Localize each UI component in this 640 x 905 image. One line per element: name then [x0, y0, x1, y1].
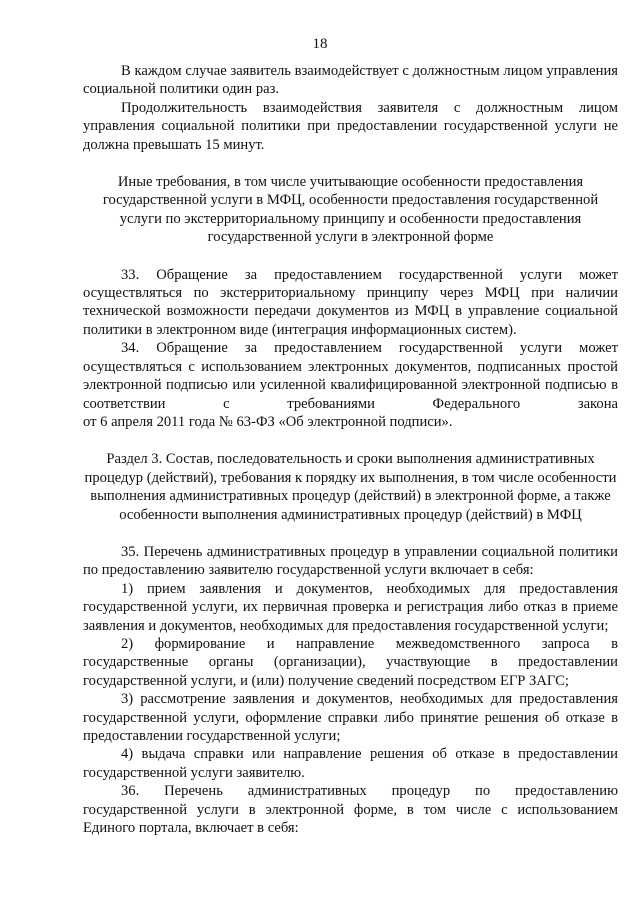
- paragraph-interaction-duration: Продолжительность взаимодействия заявителя с должностным лицом управления социальной политики при предоставлении государственной услуги не должна превышать 15 минут.: [83, 99, 618, 153]
- item-34: 34. Обращение за предоставлением государственной услуги может осуществляться с использованием электронных документов, подписанных простой электронной подписью или усиленной квалифицированной электронной подписью в соответствии с требованиями Федерального закона: [83, 340, 618, 412]
- item-35-3: 3) рассмотрение заявления и документов, необходимых для предоставления государственной услуги, оформление справки либо принятие решения об отказе в предоставлении государственной услуги;: [83, 691, 618, 744]
- paragraph-interaction-count: В каждом случае заявитель взаимодействует с должностным лицом управления социальной политики один раз.: [83, 63, 618, 98]
- item-34-continuation: от 6 апреля 2011 года № 63-ФЗ «Об электронной подписи».: [83, 413, 453, 430]
- item-33: 33. Обращение за предоставлением государственной услуги может осуществляться по экстерриториальному принципу через МФЦ при наличии технической возможности передачи документов из МФЦ в управление социальной политики в электронном виде (интеграция информационных систем).: [83, 266, 618, 338]
- item-35: 35. Перечень административных процедур в управлении социальной политики по предоставлению заявителю государственной услуги включает в себя:: [83, 543, 618, 579]
- item-36: 36. Перечень административных процедур по предоставлению государственной услуги в электронной форме, в том числе с использованием Единого портала, включает в себя:: [83, 783, 618, 837]
- section-heading-requirements: Иные требования, в том числе учитывающие особенности предоставления государственной услуги в МФЦ, особенности предоставления государственной услуги по экстерриториальному принципу и особенности предоставления государственной услуги в электронной форме: [102, 174, 599, 246]
- item-35-1: 1) прием заявления и документов, необходимых для предоставления государственной услуги, их первичная проверка и регистрация либо отказ в приеме заявления и документов, необходимых для предоставления государственной услуги;: [83, 580, 618, 634]
- page-body: [83, 62, 618, 837]
- item-35-4: 4) выдача справки или направление решения об отказе в предоставлении государственной услуги заявителю.: [83, 746, 618, 781]
- item-35-2: 2) формирование и направление межведомственного запроса в государственные органы (организации), участвующие в предоставлении государственной услуги, и (или) получение сведений посредством ЕГР ЗАГС;: [83, 635, 618, 689]
- page-number: 18: [312, 36, 328, 52]
- section-heading-3: Раздел 3. Состав, последовательность и сроки выполнения административных процедур (действий), требования к порядку их выполнения, в том числе особенности выполнения административных процедур (действий) в электронной форме, а также особенности выполнения административных процедур (действий) в МФЦ: [84, 451, 617, 523]
